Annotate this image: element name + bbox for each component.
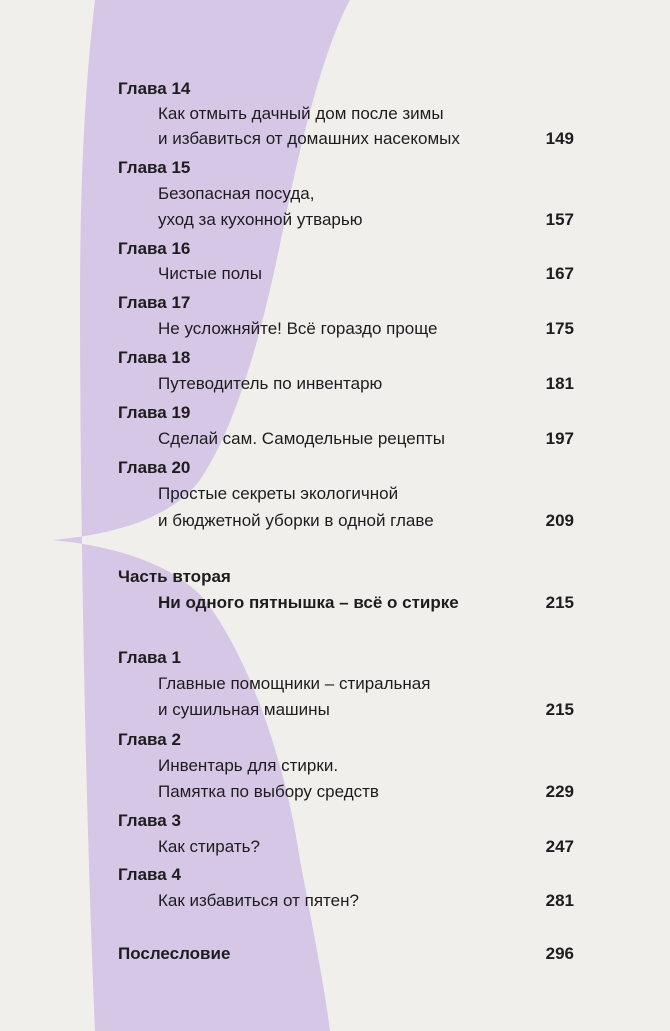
chapter-label: Глава 19 — [118, 403, 191, 422]
chapter-label: Глава 15 — [118, 158, 191, 177]
page-number: 281 — [545, 891, 574, 910]
chapter-title-line: Инвентарь для стирки. — [158, 756, 339, 775]
chapter-title-line: Главные помощники – стиральная — [158, 674, 431, 693]
page-number: 157 — [545, 210, 574, 229]
part-label: Часть вторая — [118, 567, 231, 586]
chapter-title-line: Безопасная посуда, — [158, 184, 315, 203]
chapter-title-line: Путеводитель по инвентарю — [158, 374, 383, 393]
chapter-title-line: Как отмыть дачный дом после зимы — [158, 104, 444, 123]
afterword-label: Послесловие — [118, 944, 231, 963]
page-number: 175 — [545, 319, 574, 338]
chapter-title-line: и избавиться от домашних насекомых — [158, 129, 460, 148]
chapter-title-line: и сушильная машины — [158, 700, 330, 719]
part-title: Ни одного пятнышка – всё о стирке — [158, 593, 459, 612]
page-number: 247 — [545, 837, 574, 856]
page-number: 149 — [545, 129, 574, 148]
chapter-title-line: Как избавиться от пятен? — [158, 891, 359, 910]
page-number: 215 — [545, 700, 574, 719]
chapter-label: Глава 3 — [118, 811, 181, 830]
page-number: 181 — [545, 374, 574, 393]
chapter-label: Глава 16 — [118, 239, 191, 258]
chapter-label: Глава 17 — [118, 293, 191, 312]
page-number: 197 — [545, 429, 574, 448]
chapter-title-line: Как стирать? — [158, 837, 260, 856]
page-number: 167 — [545, 264, 574, 283]
chapter-label: Глава 1 — [118, 648, 181, 667]
page-number: 215 — [545, 593, 574, 612]
page-number: 296 — [545, 944, 574, 963]
chapter-title-line: Чистые полы — [158, 264, 262, 283]
chapter-title-line: Не усложняйте! Всё гораздо проще — [158, 319, 438, 338]
chapter-title-line: Сделай сам. Самодельные рецепты — [158, 429, 445, 448]
chapter-label: Глава 20 — [118, 458, 191, 477]
chapter-label: Глава 2 — [118, 730, 181, 749]
chapter-label: Глава 14 — [118, 79, 191, 98]
chapter-title-line: Простые секреты экологичной — [158, 484, 399, 503]
chapter-label: Глава 18 — [118, 348, 191, 367]
page-number: 229 — [545, 782, 574, 801]
chapter-title-line: и бюджетной уборки в одной главе — [158, 511, 434, 530]
chapter-label: Глава 4 — [118, 865, 181, 884]
page-number: 209 — [545, 511, 574, 530]
chapter-title-line: уход за кухонной утварью — [158, 210, 363, 229]
chapter-title-line: Памятка по выбору средств — [158, 782, 379, 801]
